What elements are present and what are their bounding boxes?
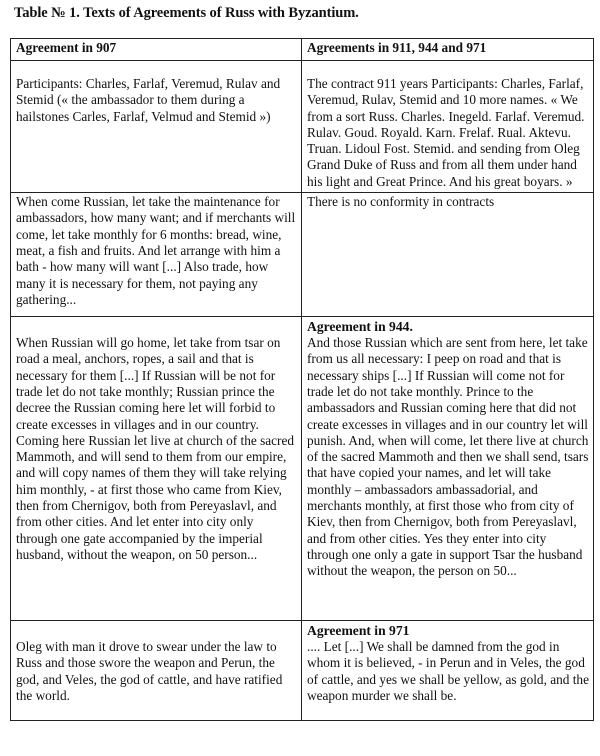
header-agreement-907: Agreement in 907 xyxy=(11,39,302,61)
table-cell-left xyxy=(11,621,302,721)
table-cell-left xyxy=(11,317,302,621)
table-cell-left xyxy=(11,61,302,193)
agreements-table xyxy=(10,38,594,721)
table-cell-right xyxy=(302,317,594,621)
sub-header-agreement-944: Agreement in 944. xyxy=(307,319,413,335)
table-row xyxy=(11,193,594,317)
table-cell-right xyxy=(302,193,594,317)
table-title: Table № 1. Texts of Agreements of Russ with Byzantium. xyxy=(14,5,359,21)
header-agreements-911-944-971: Agreements in 911, 944 and 971 xyxy=(302,39,594,61)
table-cell-right xyxy=(302,621,594,721)
table-row xyxy=(11,61,594,193)
cell-text: Oleg with man it drove to swear under the law to Russ and those swore the weapon and Perun, the god, and Veles, the god of cattle, and have ratified the world. xyxy=(16,639,283,703)
table-cell-right xyxy=(302,61,594,193)
cell-text: When Russian will go home, let take from tsar on road a meal, anchors, ropes, a sail and that is necessary for them [...] If Russian will be not for trade let do not take monthly; Russian prince the decree the Russian coming here let will forbid to create excesses in villages and in our country. Coming here Russian let live at church of the sacred Mammoth, and will send to them from our empire, and will copy names of them they will take relying him monthly, - at first those who came from Kiev, then from Chernigov, both from Pereyaslavl, and from other cities. And let enter into city only through one gate accompanied by the imperial husband, without the weapon, on 50 person... xyxy=(16,335,295,562)
sub-header-agreement-971: Agreement in 971 xyxy=(307,623,410,639)
table-row xyxy=(11,621,594,721)
cell-text: The contract 911 years Participants: Charles, Farlaf, Veremud, Rulav, Stemid and 10 more names. « We from a sort Russ. Charles. Inegeld. Farlaf. Veremud. Rulav. Goud. Royald. Karn. Frelaf. Rual. Aktevu. Truan. Lidoul Fost. Stemid. and sending from Oleg Grand Duke of Russ and from all them under hand his light and Great Prince. And his great boyars. » xyxy=(307,76,585,189)
cell-text: There is no conformity in contracts xyxy=(307,194,495,210)
table-header-row xyxy=(11,39,594,61)
cell-text: .... Let [...] We shall be damned from the god in whom it is believed, - in Perun and in Veles, the god of cattle, and yes we shall be yellow, as gold, and the weapon murder we shall be. xyxy=(307,639,589,703)
cell-text: And those Russian which are sent from here, let take from us all necessary: I peep on road and that is necessary ships [...] If Russian will come not for trade let do not take monthly. Prince to the ambassadors and Russian coming here that did not create excesses in villages and in our country let will punish. And, when will come, let there live at church of the sacred Mammoth and then we shall send, tsars that have copied your names, and let will take monthly – ambassadors ambassadorial, and merchants monthly, at first those who from city of Kiev, then from Chernigov, both from Pereyaslavl, and from other cities. Yes they enter into city through one only a gate in support Tsar the husband without the weapon, the person on 50... xyxy=(307,335,589,579)
table-row xyxy=(11,317,594,621)
cell-text: When come Russian, let take the maintenance for ambassadors, how many want; and if merchants will come, let take monthly for 6 months: bread, wine, meat, a fish and fruits. And let arrange with him a bath - how many will want [...] Also trade, how many it is necessary for them, not paying any gathering... xyxy=(16,194,296,307)
table-cell-left xyxy=(11,193,302,317)
cell-text: Participants: Charles, Farlaf, Veremud, Rulav and Stemid (« the ambassador to them during a hailstones Carles, Farlaf, Velmud and Stemid ») xyxy=(16,76,281,124)
